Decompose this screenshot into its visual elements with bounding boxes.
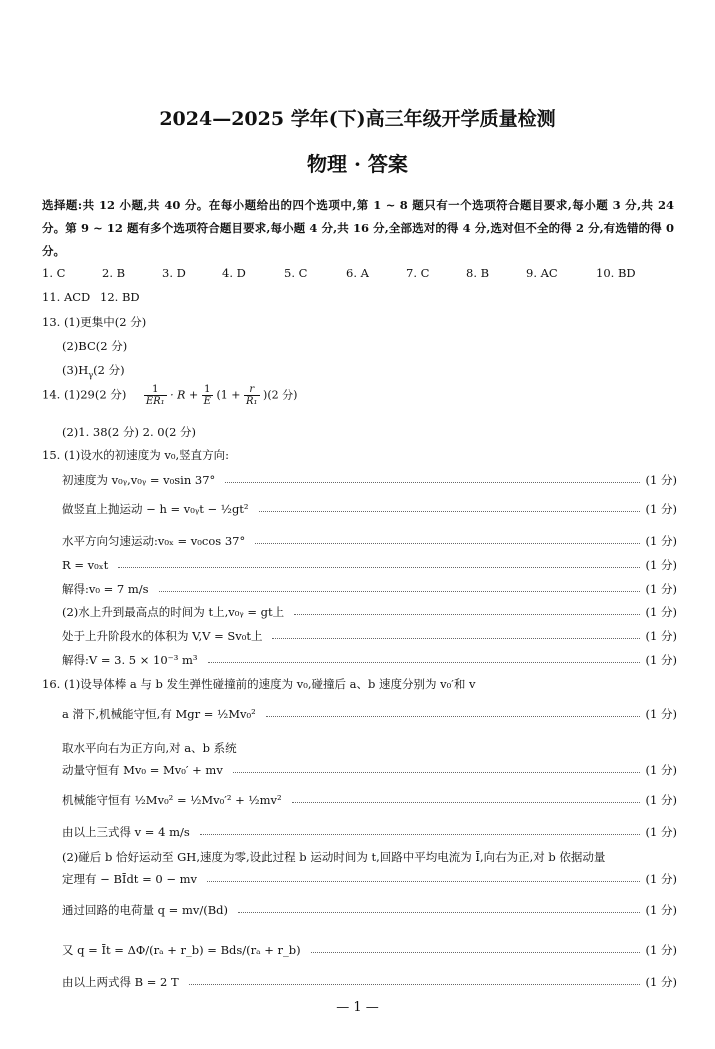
mc-answer-1: 1. C (42, 266, 66, 280)
mc-answer-3: 3. D (162, 266, 186, 280)
mc-answer-10: 10. BD (596, 266, 636, 280)
mc-answer-5: 5. C (284, 266, 308, 280)
q16-row-1: a 滑下,机械能守恒,有 Mgr = ½Mv₀² (1 分) (62, 707, 677, 721)
mc-answer-12: 12. BD (100, 290, 140, 304)
mc-answer-2: 2. B (102, 266, 126, 280)
instructions: 选择题:共 12 小题,共 40 分。在每小题给出的四个选项中,第 1 ~ 8 题只有一个选项符合题目要求,每小题 3 分,共 24 分。第 9 ~ 12 题有多个选项符合题目要求,每小题 4 分,共 16 分,全部选对的得 4 分,选对但不全的得 2 分,有选错的得 0 分。 (42, 198, 674, 258)
q16-row-4: 机械能守恒有 ½Mv₀² = ½Mv₀′² + ½mv² (1 分) (62, 793, 677, 807)
mc-answer-6: 6. A (346, 266, 369, 280)
mc-answer-4: 4. D (222, 266, 246, 280)
q15-row-2: 做竖直上抛运动 − h = v₀ᵧt − ½gt² (1 分) (62, 502, 677, 516)
mc-answer-9: 9. AC (526, 266, 558, 280)
q13-line-1: 13. (1)更集中(2 分) (42, 315, 147, 329)
mc-answer-11: 11. ACD (42, 290, 91, 304)
q14-line-1: 14. (1)29(2 分) $\frac{1}{\text{ER₁}}$ · R + $\frac{1}{E}$ (1 + $\frac{r}{\text{R₁}}$ )(2 分) (42, 384, 298, 407)
q14-line-2: (2)1. 38(2 分) 2. 0(2 分) (62, 425, 197, 439)
q15-heading: 15. (1)设水的初速度为 v₀,竖直方向: (42, 448, 230, 462)
q16-row-5: 由以上三式得 v = 4 m/s (1 分) (62, 825, 677, 839)
q16-heading: 16. (1)设导体棒 a 与 b 发生弹性碰撞前的速度为 v₀,碰撞后 a、b 速度分别为 v₀′和 v (42, 677, 476, 691)
q16-row-10: 由以上两式得 B = 2 T (1 分) (62, 975, 677, 989)
q15-row-1: 初速度为 v₀ᵧ,v₀ᵧ = v₀sin 37° (1 分) (62, 473, 677, 487)
q15-row-4: R = v₀ₓt (1 分) (62, 558, 677, 572)
q16-row-8: 通过回路的电荷量 q = mv/(Bd) (1 分) (62, 903, 677, 917)
page-title: 2024—2025 学年(下)高三年级开学质量检测 (159, 108, 556, 130)
mc-answer-8: 8. B (466, 266, 490, 280)
q15-row-8: 解得:V = 3. 5 × 10⁻³ m³ (1 分) (62, 653, 677, 667)
mc-answer-7: 7. C (406, 266, 430, 280)
page-subtitle: 物理 · 答案 (307, 152, 408, 176)
q16-row-3: 动量守恒有 Mv₀ = Mv₀′ + mv (1 分) (62, 763, 677, 777)
q16-row-9: 又 q = Īt = ΔΦ/(rₐ + r_b) = Bds/(rₐ + r_b) (1 分) (62, 943, 677, 957)
page-number: — 1 — (336, 1000, 379, 1015)
q15-row-5: 解得:v₀ = 7 m/s (1 分) (62, 582, 677, 596)
q16-row-2: 取水平向右为正方向,对 a、b 系统 (62, 741, 237, 755)
q15-row-3: 水平方向匀速运动:v₀ₓ = v₀cos 37° (1 分) (62, 534, 677, 548)
q13-line-2: (2)BC(2 分) (62, 339, 128, 353)
q15-row-7: 处于上升阶段水的体积为 V,V = Sv₀t上 (1 分) (62, 629, 677, 643)
q15-row-6: (2)水上升到最高点的时间为 t上,v₀ᵧ = gt上 (1 分) (62, 605, 677, 619)
q13-line-3: $(3)H_\gamma(2$ 分) (62, 363, 125, 380)
q16-row-7: 定理有 − BĪdt = 0 − mv (1 分) (62, 872, 677, 886)
q16-row-6: (2)碰后 b 恰好运动至 GH,速度为零,设此过程 b 运动时间为 t,回路中平均电流为 Ī,向右为正,对 b 依据动量 (62, 850, 606, 864)
